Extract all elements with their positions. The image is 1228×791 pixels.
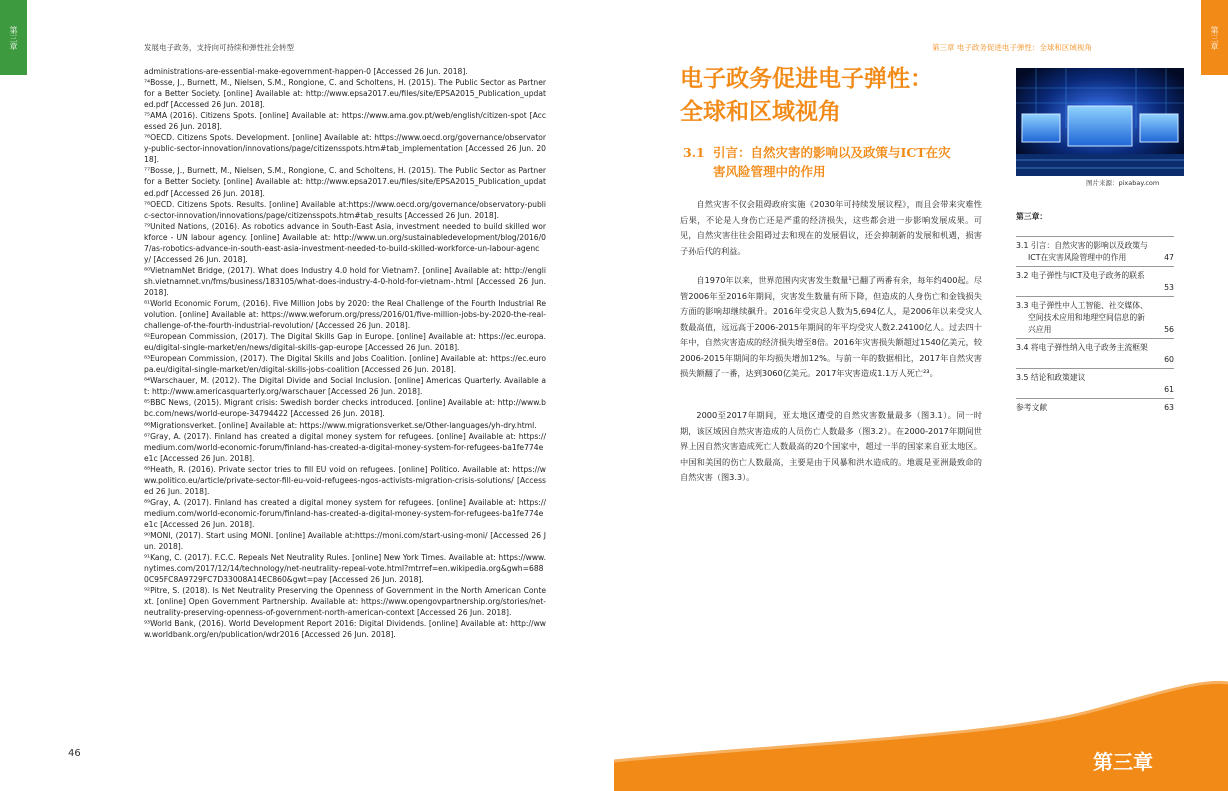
toc-item-3-2[interactable]: 3.2 电子弹性与ICT及电子政务的联系 53 bbox=[1016, 266, 1174, 296]
reference-entry: ⁸³European Commission, (2017). The Digital Skills and Jobs Coalition. [online] Available at: https://ec.europa.eu/digital-single-market/en/digital-skills-jobs-coalition [Accessed 26 Jun. 2018]. bbox=[144, 354, 546, 375]
chapter-title-line1: 电子政务促进电子弹性： bbox=[680, 65, 933, 92]
toc-item-3-5[interactable]: 3.5 结论和政策建议 61 bbox=[1016, 368, 1174, 398]
reference-entry: ⁸¹World Economic Forum, (2016). Five Million Jobs by 2020: the Real Challenge of the Fourth Industrial Revolution. [online] Available at: https://www.weforum.org/press/2016/01/five-million-jobs-by-2020-the-real-challenge-of-the-fourth-industrial-revolution/ [Accessed 26 Jun. 2018]. bbox=[144, 298, 546, 331]
running-head-right: 第三章 电子政务促进电子弹性：全球和区域视角 bbox=[932, 43, 1092, 52]
reference-entry: ⁹⁰MONI, (2017). Start using MONI. [online] Available at:https://moni.com/start-using-moni/ [Accessed 26 Jun. 2018]. bbox=[144, 530, 546, 552]
toc-item-3-3[interactable]: 3.3 电子弹性中人工智能、社交媒体、 空间技术应用和地理空间信息的新 兴应用 56 bbox=[1016, 296, 1174, 338]
section-heading bbox=[683, 143, 983, 181]
monitors-image-icon bbox=[1016, 68, 1184, 176]
reference-entry: ⁷⁴Bosse, J., Burnett, M., Nielsen, S.M., Rongione, C. and Scholtens, H. (2015). The Public Sector as Partner for a Better Society. [online] Available at: http://www.epsa2017.eu/files/site/EPSA2015_Publication_updated.pdf [Accessed 26 Jun. 2018]. bbox=[144, 78, 546, 110]
chapter-tab-right: 第三章 bbox=[1201, 0, 1228, 75]
reference-entry: ⁹²Pitre, S. (2018). Is Net Neutrality Preserving the Openness of Government in the North American Context. [online] Open Government Partnership. Available at: https://www.opengovpartnership.org/stories/net-neutrality-preserving-openness-of-government-north-american-context [Accessed 26 Jun. 2018]. bbox=[144, 586, 546, 618]
page-number-left: 46 bbox=[68, 748, 81, 759]
reference-entry: ⁹¹Kang, C. (2017). F.C.C. Repeals Net Neutrality Rules. [online] New York Times. Available at: https://www.nytimes.com/2017/12/14/technology/net-neutrality-repeal-vote.html?mtrref=en.wikipedia.org&gwh=6880C95FC8A9729FC7D33008A14EC860&gwt=pay [Accessed 26 Jun. 2018]. bbox=[144, 553, 546, 585]
image-credit: 图片来源：pixabay.com bbox=[1086, 179, 1160, 187]
reference-list bbox=[144, 66, 546, 640]
reference-entry: ⁸⁵BBC News, (2015). Migrant crisis: Swedish border checks introduced. [online] Available at: http://www.bbc.com/news/world-europe-34794422 [Accessed 26 Jun. 2018]. bbox=[144, 398, 546, 419]
chapter-title bbox=[680, 62, 933, 128]
toc-heading: 第三章： bbox=[1016, 212, 1048, 221]
section-number: 3.1 bbox=[683, 145, 705, 160]
reference-entry: ⁸⁴Warschauer, M. (2012). The Digital Divide and Social Inclusion. [online] Americas Quarterly. Available at: http://www.americasquarterly.org/warschauer [Accessed 26 Jun. 2018]. bbox=[144, 376, 546, 397]
chapter-label: 第三章 bbox=[1093, 750, 1153, 774]
toc-item-references[interactable]: 参考文献 63 bbox=[1016, 398, 1174, 416]
reference-entry: ⁷⁸OECD. Citizens Spots. Results. [online] Available at:https://www.oecd.org/governance/observatory-public-sector-innovation/innovations/page/citizensspots.htm#tab_results [Accessed 26 Jun. 2018]. bbox=[144, 199, 546, 220]
body-paragraph-2: 自1970年以来，世界范围内灾害发生数量¹已翻了两番有余，每年约400起。尽管2006年至2016年期间，灾害发生数量有所下降，但造成的人身伤亡和金钱损失方面的影响却继续飙升。2016年受灾总人数为5,694亿人，是2006年以来受灾人数最高值，远远高于2006-2015年期间的年平均受灾人数2.24100亿人。过去四十年中，自然灾害造成的经济损失增至8倍。2016年灾害损失额超过1540亿美元，较2006-2015年期间的年均损失增加12%。与前一年的数据相比，2017年自然灾害损失额翻了一番，达到3060亿美元。2017年灾害造成1.1万人死亡²³。 bbox=[680, 275, 982, 378]
body-paragraph-3: 2000至2017年期间，亚太地区遭受的自然灾害数量最多（图3.1）。同一时期，该区域因自然灾害造成的人员伤亡人数最多（图3.2）。在2000-2017年期间世界上因自然灾害造成死亡人数最高的20个国家中，超过一半的国家来自亚太地区。中国和美国的伤亡人数最高，主要是由于风暴和洪水造成的。地震是亚洲最致命的自然灾害（图3.3）。 bbox=[680, 410, 982, 482]
reference-entry: ⁷⁵AMA (2016). Citizens Spots. [online] Available at: https://www.ama.gov.pt/web/english/citizen-spot [Accessed 26 Jun. 2018]. bbox=[144, 111, 546, 132]
reference-entry: administrations-are-essential-make-egovernment-happen-0 [Accessed 26 Jun. 2018]. bbox=[144, 67, 468, 76]
reference-entry: ⁸²European Commission, (2017). The Digital Skills Gap in Europe. [online] Available at: https://ec.europa.eu/digital-single-market/en/news/digital-skills-gap-europe [Accessed 26 Jun. 2018]. bbox=[144, 332, 546, 353]
chapter-contents bbox=[1016, 211, 1174, 416]
section-title-line1: 引言：自然灾害的影响以及政策与ICT在灾 bbox=[713, 145, 951, 160]
reference-entry: ⁹³World Bank, (2016). World Development Report 2016: Digital Dividends. [online] Available at: http://www.worldbank.org/en/publication/wdr2016 [Accessed 26 Jun. 2018]. bbox=[144, 619, 546, 640]
reference-entry: ⁸⁶Migrationsverket. [online] Available at: https://www.migrationsverket.se/Other-languages/yh-dry.html. bbox=[144, 420, 537, 430]
reference-entry: ⁷⁹United Nations, (2016). As robotics advance in South-East Asia, investment needed to build skilled workforce - UN labour agency. [online] Available at: http://www.un.org/sustainabledevelopment/blog/2016/07/as-robotics-advance-in-south-east-asia-investment-needed-to-build-skilled-workforce-un-labour-agency/ [Accessed 26 Jun. 2018]. bbox=[144, 221, 546, 264]
running-head-left: 发展电子政务，支持向可持续和弹性社会转型 bbox=[144, 43, 294, 52]
toc-item-3-4[interactable]: 3.4 将电子弹性纳入电子政务主流框架 60 bbox=[1016, 338, 1174, 368]
reference-entry: ⁸⁹Gray, A. (2017). Finland has created a digital money system for refugees. [online] Available at: https://medium.com/world-economic-forum/finland-has-created-a-digital-money-system-for-refugees-ba1fe774ee1c [Accessed 26 Jun. 2018]. bbox=[144, 497, 546, 529]
reference-entry: ⁷⁶OECD. Citizens Spots. Development. [online] Available at: https://www.oecd.org/governance/observatory-public-sector-innovation/innovations/page/citizensspots.htm#tab_implementation [Accessed 26 Jun. 2018]. bbox=[144, 133, 546, 165]
reference-entry: ⁸⁰VietnamNet Bridge, (2017). What does Industry 4.0 hold for Vietnam?. [online] Available at: http://english.vietnamnet.vn/fms/business/183105/what-does-industry-4-0-hold-for-vietnam-.html [Accessed 26 Jun. 2018]. bbox=[144, 265, 546, 297]
monitors-photo bbox=[1016, 68, 1184, 176]
chapter-tab-left: 第三章 bbox=[0, 0, 27, 75]
section-title-line2: 害风险管理中的作用 bbox=[713, 164, 826, 179]
reference-entry: ⁸⁷Gray, A. (2017). Finland has created a digital money system for refugees. [online] Available at: https://medium.com/world-economic-forum/finland-has-created-a-digital-money-system-for-refugees-ba1fe774ee1c [Accessed 26 Jun. 2018]. bbox=[144, 431, 546, 463]
toc-item-3-1[interactable]: 3.1 引言：自然灾害的影响以及政策与 ICT在灾害风险管理中的作用 47 bbox=[1016, 236, 1174, 266]
chapter-title-line2: 全球和区域视角 bbox=[680, 98, 841, 125]
reference-entry: ⁷⁷Bosse, J., Burnett, M., Nielsen, S.M., Rongione, C. and Scholtens, H. (2015). The Public Sector as Partner for a Better Society. [online] Available at: http://www.epsa2017.eu/files/site/EPSA2015_Publication_updated.pdf [Accessed 26 Jun. 2018]. bbox=[144, 166, 546, 198]
body-paragraph-1: 自然灾害不仅会阻碍政府实施《2030年可持续发展议程》，而且会带来灾难性后果，不论是人身伤亡还是严重的经济损失，这些都会进一步影响发展成果。可见，自然灾害往往会阻碍过去和现在的发展倡议，还会抑制新的发展和机遇，损害子孙后代的利益。 bbox=[680, 199, 982, 256]
reference-entry: ⁸⁸Heath, R. (2016). Private sector tries to fill EU void on refugees. [online] Politico. Available at: https://www.politico.eu/article/private-sector-fill-eu-void-refugees-ngos-activists-migration-crisis-solutions/ [Accessed 26 Jun. 2018]. bbox=[144, 464, 546, 496]
